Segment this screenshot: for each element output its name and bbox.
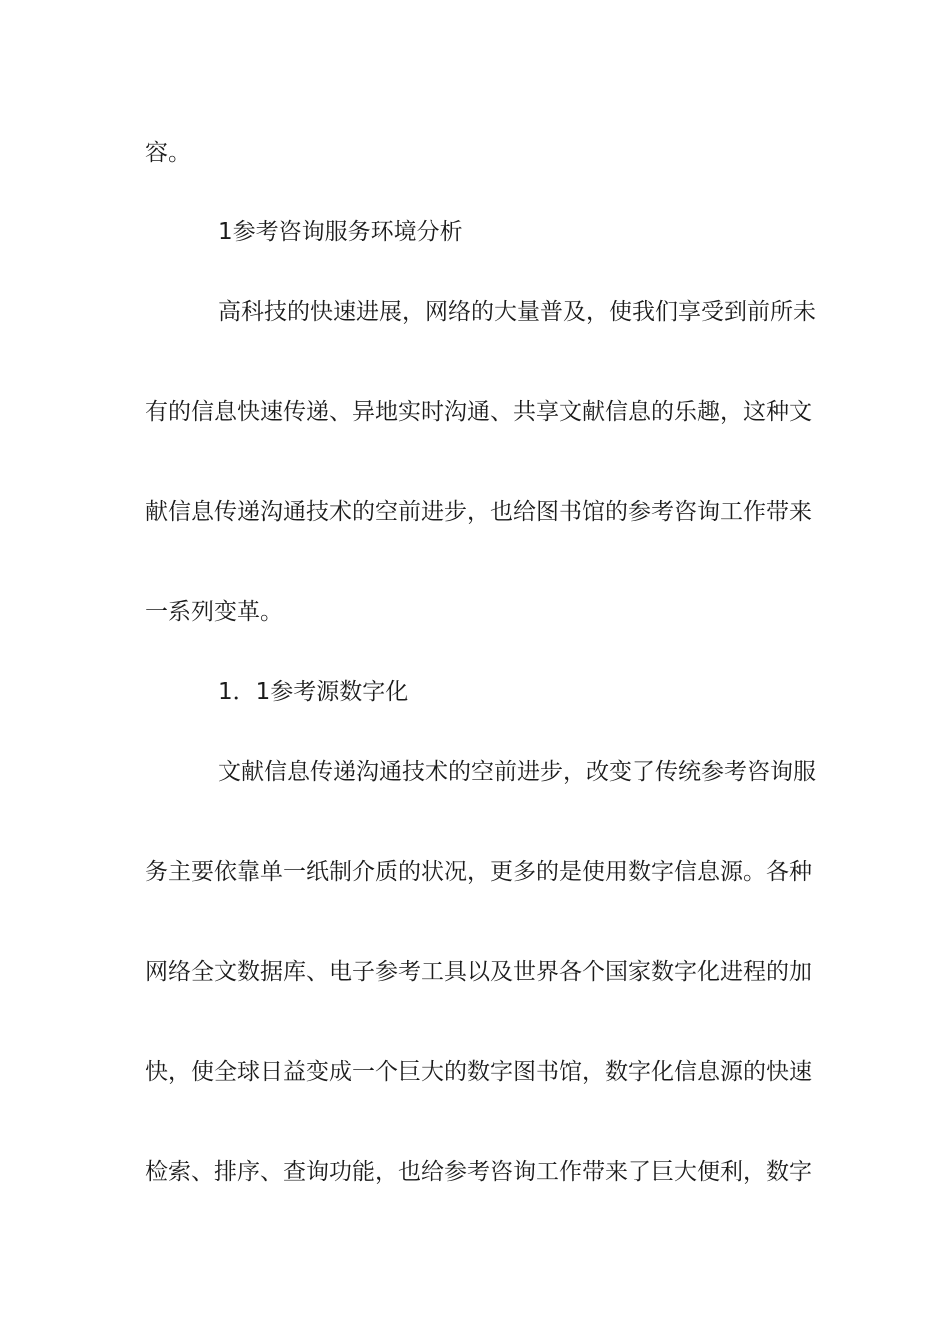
- paragraph-line: 文献信息传递沟通技术的空前进步，改变了传统参考咨询服: [218, 759, 816, 785]
- section-heading: 1参考咨询服务环境分析: [218, 219, 463, 245]
- paragraph-line: 网络全文数据库、电子参考工具以及世界各个国家数字化进程的加: [145, 959, 812, 985]
- paragraph-line: 务主要依靠单一纸制介质的状况，更多的是使用数字信息源。各种: [145, 859, 812, 885]
- paragraph-line: 容。: [145, 140, 191, 166]
- paragraph-line: 高科技的快速进展，网络的大量普及，使我们享受到前所未: [218, 299, 816, 325]
- paragraph-line: 献信息传递沟通技术的空前进步，也给图书馆的参考咨询工作带来: [145, 499, 812, 525]
- paragraph-line: 一系列变革。: [145, 599, 283, 625]
- subsection-heading: 1．1参考源数字化: [218, 679, 409, 705]
- paragraph-line: 检索、排序、查询功能，也给参考咨询工作带来了巨大便利，数字: [145, 1159, 812, 1185]
- paragraph-line: 快，使全球日益变成一个巨大的数字图书馆，数字化信息源的快速: [145, 1059, 812, 1085]
- paragraph-line: 有的信息快速传递、异地实时沟通、共享文献信息的乐趣，这种文: [145, 399, 812, 425]
